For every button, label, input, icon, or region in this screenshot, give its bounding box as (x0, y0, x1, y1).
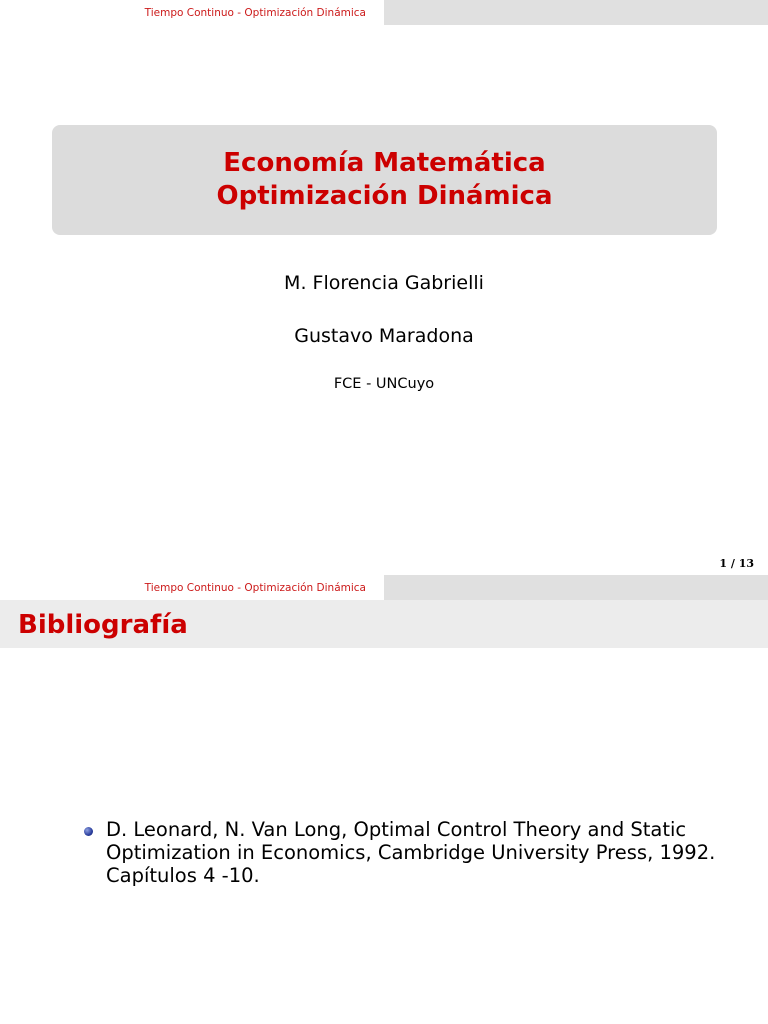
header-text: Tiempo Continuo - Optimización Dinámica (0, 575, 384, 600)
title-line-2: Optimización Dinámica (216, 181, 553, 211)
bullet-icon (84, 827, 93, 836)
page-number: 1 / 13 (719, 557, 754, 570)
header-bar-right (384, 575, 768, 600)
title-box (52, 125, 717, 235)
header-bar (0, 575, 768, 600)
header-bar (0, 0, 768, 25)
bibliography-slide (0, 575, 768, 1024)
title-line-1: Economía Matemática (223, 148, 546, 178)
frame-title-bar (0, 600, 768, 648)
frame-title: Bibliografía (18, 610, 188, 640)
header-bar-right (384, 0, 768, 25)
bibliography-item: D. Leonard, N. Van Long, Optimal Control Theory and Static Optimization in Economics, Cambridge University Press, 1992. Capítulos 4 -10. (106, 818, 716, 887)
author-1: M. Florencia Gabrielli (284, 272, 484, 294)
institution: FCE - UNCuyo (333, 376, 435, 392)
header-text: Tiempo Continuo - Optimización Dinámica (0, 0, 384, 25)
author-2: Gustavo Maradona (294, 325, 474, 347)
